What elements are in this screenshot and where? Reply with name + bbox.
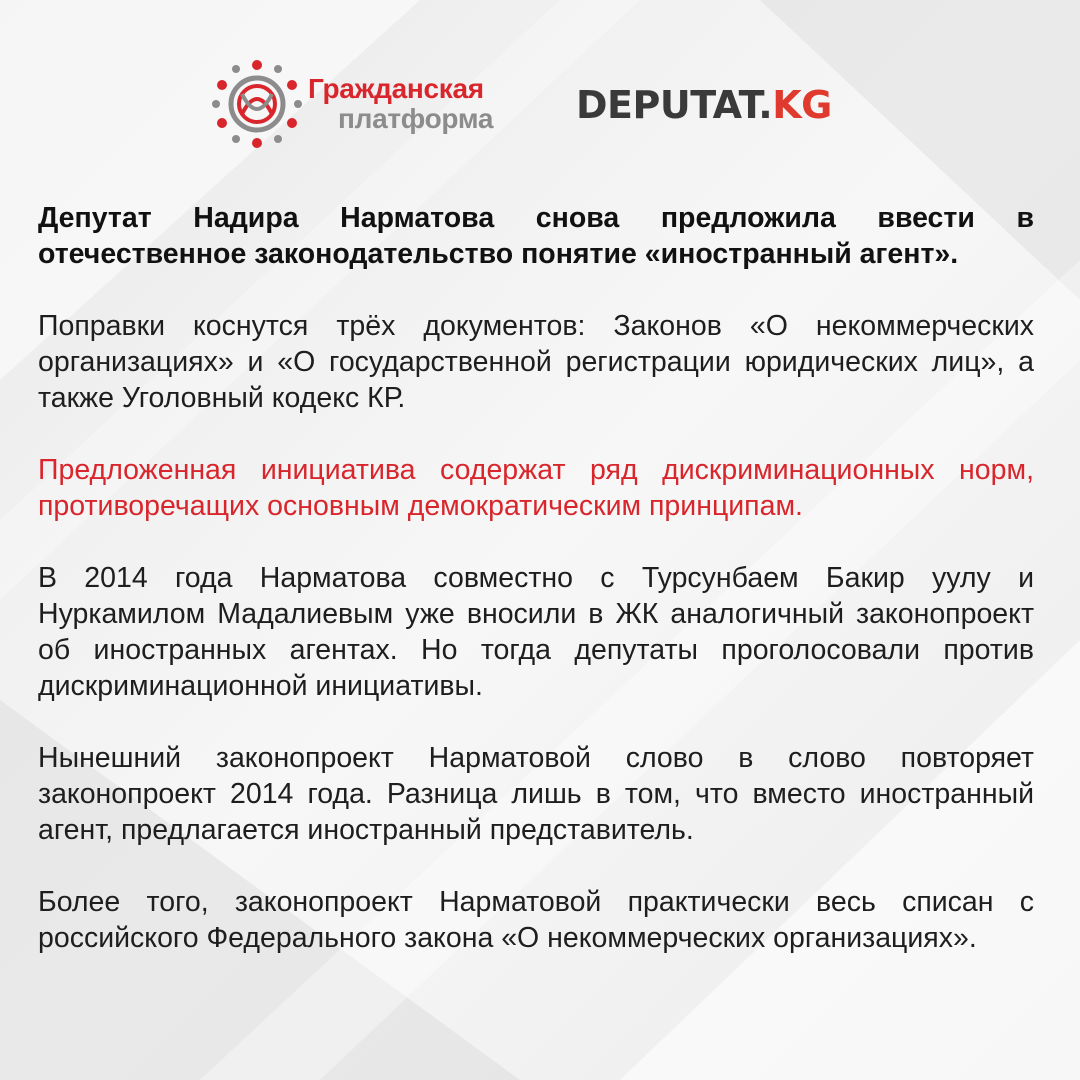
deputat-dot: . xyxy=(758,83,773,127)
article-paragraph-amendments: Поправки коснутся трёх документов: Законов «О некоммерческих организациях» и «О государственной регистрации юридических лиц», а также Уголовный кодекс КР. xyxy=(38,310,1034,414)
civic-platform-line2: платформа xyxy=(338,103,494,134)
people-circle-emblem-icon xyxy=(212,59,302,149)
header-logos xyxy=(0,55,1080,155)
deputat-tld: KG xyxy=(772,83,832,127)
deputat-kg-logo xyxy=(576,83,832,127)
article-paragraph-current-bill: Нынешний законопроект Нарматовой слово в слово повторяет законопроект 2014 года. Разница лишь в том, что вместо иностранный агент, предлагается иностранный представитель. xyxy=(38,742,1034,846)
article-headline: Депутат Надира Нарматова снова предложила ввести в отечественное законодательство понятие «иностранный агент». xyxy=(38,202,1034,270)
article-body xyxy=(38,200,1034,992)
civic-platform-wordmark xyxy=(308,75,493,133)
deputat-wordmark: DEPUTAT xyxy=(576,83,759,127)
article-paragraph-russian-source: Более того, законопроект Нарматовой практически весь списан с российского Федерального закона «О некоммерческих организациях». xyxy=(38,886,1034,954)
civic-platform-line1: Гражданская xyxy=(308,73,484,104)
article-paragraph-highlight: Предложенная инициатива содержат ряд дискриминационных норм, противоречащих основным демократическим принципам. xyxy=(38,454,1034,522)
civic-platform-logo xyxy=(212,59,512,151)
article-paragraph-history: В 2014 года Нарматова совместно с Турсунбаем Бакир уулу и Нуркамилом Мадалиевым уже вносили в ЖК аналогичный законопроект об иностранных агентах. Но тогда депутаты проголосовали против дискриминационной инициативы. xyxy=(38,562,1034,702)
